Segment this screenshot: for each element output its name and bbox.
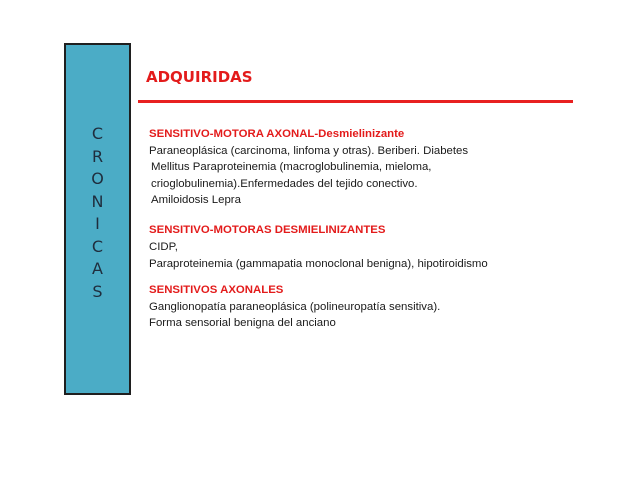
section-line: Amiloidosis Lepra: [151, 194, 241, 206]
section-line: crioglobulinemia).Enfermedades del tejido conectivo.: [151, 177, 418, 190]
section-sensitivo-motora-axonal: [149, 126, 468, 209]
side-label-box: [64, 43, 131, 395]
section-sensitivo-motoras-desmielinizantes: [149, 222, 488, 273]
section-heading: SENSITIVO-MOTORA AXONAL-Desmielinizante: [149, 128, 405, 140]
side-letter: N: [91, 191, 104, 211]
side-letter: A: [92, 259, 103, 278]
side-letter: O: [91, 169, 104, 188]
section-line: Paraproteinemia (gammapatia monoclonal benigna), hipotiroidismo: [149, 258, 488, 270]
section-line: Paraneoplásica (carcinoma, linfoma y otras). Beriberi. Diabetes: [149, 144, 469, 157]
title-underline: [138, 100, 573, 103]
section-line: Ganglionopatía paraneoplásica (polineuropatía sensitiva).: [149, 300, 441, 313]
section-line: Forma sensorial benigna del anciano: [149, 317, 336, 329]
side-letter: S: [92, 281, 103, 301]
side-letter: R: [91, 146, 104, 166]
section-line: CIDP,: [149, 241, 178, 253]
section-heading: SENSITIVOS AXONALES: [149, 284, 284, 296]
section-sensitivos-axonales: [149, 282, 440, 332]
side-letter: C: [91, 124, 104, 143]
section-line: Mellitus Paraproteinemia (macroglobulinemia, mieloma,: [151, 161, 432, 173]
section-heading: SENSITIVO-MOTORAS DESMIELINIZANTES: [149, 224, 386, 236]
page-title: ADQUIRIDAS: [146, 68, 253, 86]
side-letter: C: [91, 236, 104, 256]
side-letter: I: [95, 214, 100, 233]
side-label-letters: [66, 123, 129, 303]
